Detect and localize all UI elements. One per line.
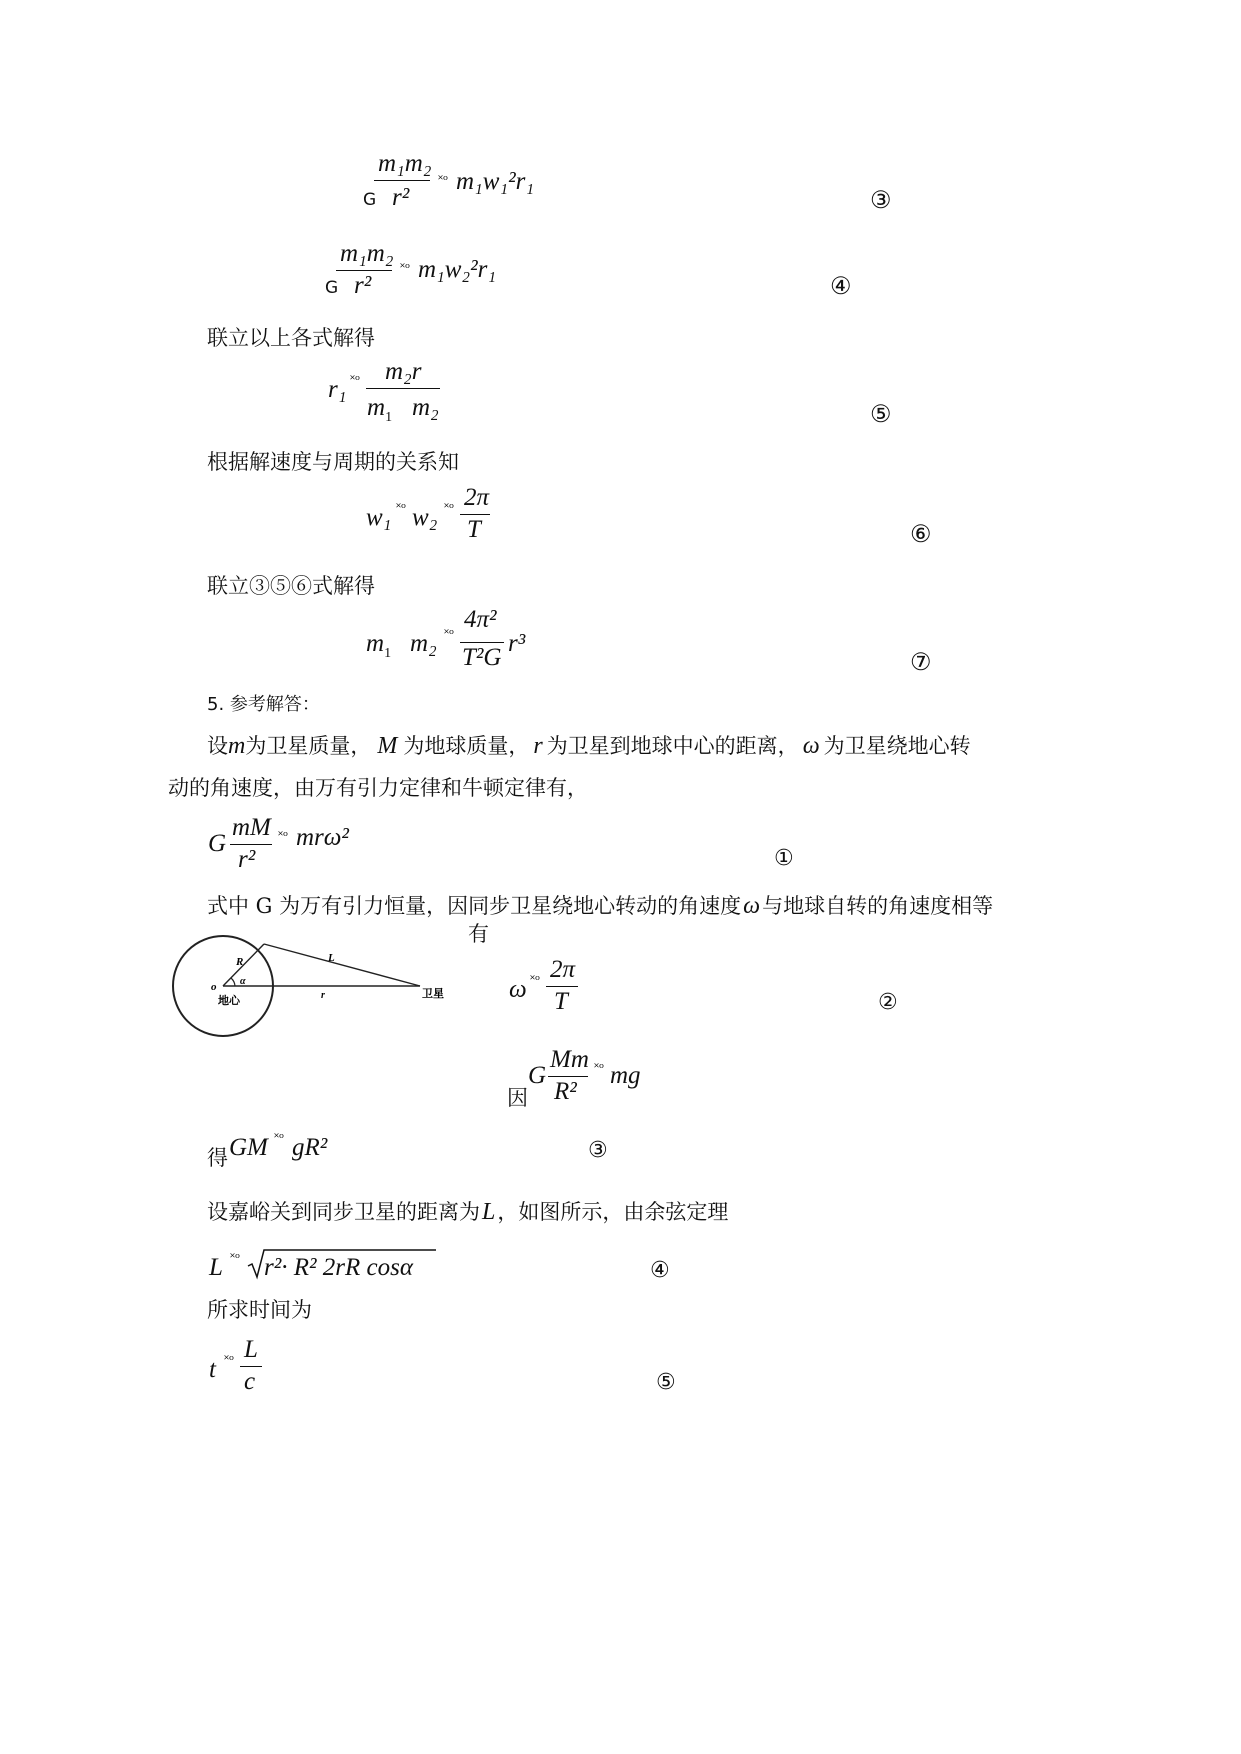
equation-rhs: mrω² [296,824,349,851]
fraction-bar [374,180,430,181]
fraction-denominator: T [554,988,568,1015]
label-o: o [211,981,217,993]
equation-number: ② [878,990,898,1015]
equation-rhs: m₁w₂²r₁ [418,256,497,283]
radicand: r²· R² 2rR cosα [264,1254,413,1281]
paragraph-text: 动的角速度，由万有引力定律和牛顿定律有， [168,776,588,800]
relation-symbol: ˟ᵒ [444,627,454,642]
equation-rhs: mg [610,1062,641,1089]
fraction-numerator: m₁m₂ [378,150,432,177]
paragraph-text: 联立③⑤⑥式解得 [207,574,375,598]
section-heading: 5. 参考解答： [207,694,320,715]
equation-number: ③ [870,186,892,214]
term: r³ [508,630,526,657]
term: w₁ [366,504,392,531]
relation-symbol: ˟ᵒ [278,829,288,844]
equation-lhs: ω [509,976,527,1003]
equation-number: ⑥ [910,520,932,548]
equation-lhs: r₁ [328,376,347,403]
distance-L-line [264,944,420,986]
since-label: 因 [507,1086,528,1110]
gravity-constant: G [363,190,377,210]
relation-symbol: ˟ᵒ [396,501,406,516]
label-earth-center: 地心 [218,994,240,1007]
fraction-denominator: T²G [462,644,502,671]
equation-rhs: m₁w₁²r₁ [456,168,535,195]
equation-lhs: t [209,1356,216,1383]
fraction-numerator: m₁m₂ [340,240,394,267]
paragraph-text: 联立以上各式解得 [207,326,375,350]
fraction-numerator: m₂r [385,358,422,385]
fraction-denominator: T [467,516,481,543]
fraction-denominator: r² [354,272,372,299]
relation-symbol: ˟ᵒ [594,1061,604,1076]
label-satellite: 卫星 [422,987,444,1000]
denominator-term: $m_1$ [367,394,393,425]
relation-symbol: ˟ᵒ [224,1353,234,1368]
gravity-constant: G [528,1062,547,1089]
fraction-denominator: r² [238,846,256,873]
fraction-denominator: R² [554,1078,577,1105]
fraction-numerator: 2π [550,956,576,983]
equation-lhs: L [209,1254,223,1281]
label-L: L [328,952,335,964]
equation-number: ① [774,846,794,871]
gravity-constant: G [208,830,227,857]
paragraph-text: 根据解速度与周期的关系知 [207,450,459,474]
fraction-numerator: Mm [550,1046,589,1073]
relation-symbol: ˟ᵒ [444,501,454,516]
paragraph-text: 所求时间为 [207,1298,312,1322]
label-alpha: α [240,976,246,987]
relation-symbol: ˟ᵒ [350,373,360,388]
equation-number: ③ [588,1138,608,1163]
term: m₂ [410,630,437,657]
equation-number: ④ [830,272,852,300]
relation-symbol: ˟ᵒ [230,1251,240,1266]
denominator-term: m₂ [412,394,439,421]
gravity-constant: G [325,278,339,298]
equation-rhs: gR² [292,1134,328,1161]
paragraph-text: 式中 G 为万有引力恒量，因同步卫星绕地心转动的角速度ω与地球自转的角速度相等 [207,893,994,919]
fraction-numerator: mM [232,814,271,841]
fraction-numerator: 4π² [464,606,497,633]
equation-lhs: GM [229,1134,268,1161]
label-R: R [236,956,244,968]
relation-symbol: ˟ᵒ [530,973,540,988]
therefore-label: 得 [207,1146,228,1170]
label-r: r [321,990,325,1001]
paragraph-definitions: 设m为卫星质量， M 为地球质量， r 为卫星到地球中心的距离， ω 为卫星绕地心转 [207,733,971,759]
angle-arc [231,978,235,986]
relation-symbol: ˟ᵒ [400,261,410,276]
term: $m_1$ [366,630,392,661]
fraction-bar [366,388,440,389]
fraction-numerator: L [244,1336,258,1363]
equation-number: ⑤ [656,1370,676,1395]
paragraph-text: 有 [468,922,489,946]
term: w₂ [412,504,438,531]
fraction-denominator: r² [392,184,410,211]
relation-symbol: ˟ᵒ [274,1131,284,1146]
equation-number: ④ [650,1258,670,1283]
equation-number: ⑦ [910,648,932,676]
relation-symbol: ˟ᵒ [438,173,448,188]
fraction-numerator: 2π [464,484,490,511]
equation-number: ⑤ [870,400,892,428]
fraction-denominator: c [244,1368,256,1395]
paragraph-text: 设嘉峪关到同步卫星的距离为L，如图所示，由余弦定理 [207,1199,729,1225]
earth-satellite-diagram [168,925,458,1050]
